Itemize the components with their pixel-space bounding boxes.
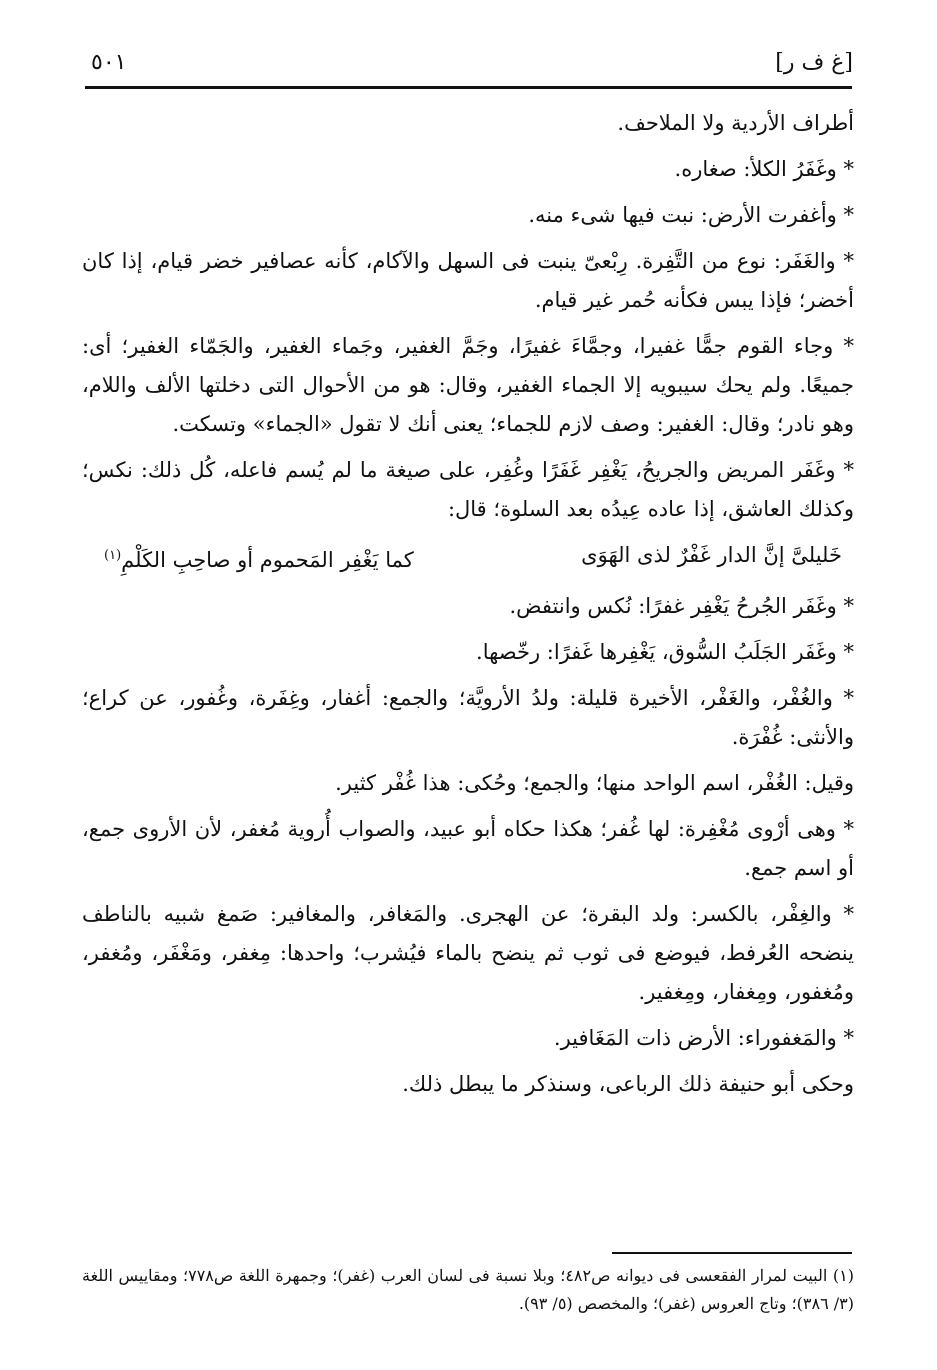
paragraph: وقيل: الغُفْر، اسم الواحد منها؛ والجمع؛ وحُكى: هذا غُفْر كثير. <box>335 771 854 795</box>
paragraph: * وغَفَر المريض والجريحُ، يَغْفِر غَفَرًا وغُفِر، على صيغة ما لم يُسم فاعله، كُل ذلك: نكس؛ وكذلك العاشق، إذا عاده عِيدُه بعد السلوة؛ قال: <box>82 458 854 521</box>
second-hemistich-wrapper <box>104 536 414 580</box>
paragraph: * وأغفرت الأرض: نبت فيها شىء منه. <box>528 203 854 227</box>
paragraph: * والغُفْر، والغَفْر، الأخيرة قليلة: ولدُ الأرويَّة؛ والجمع: أغفار، وغِفَرة، وغُفور، عن كراع؛ والأنثى: غُفْرَة. <box>82 686 854 749</box>
root-letters-heading: [غ ف ر] <box>775 50 853 75</box>
paragraph: وحكى أبو حنيفة ذلك الرباعى، وسنذكر ما يبطل ذلك. <box>402 1072 854 1096</box>
paragraph: * وهى أرْوى مُغْفِرة: لها غُفر؛ هكذا حكاه أبو عبيد، والصواب أُروية مُغفر، لأن الأروى جمع، أو اسم جمع. <box>82 817 854 880</box>
paragraph: * والغَفَر: نوع من التَّفِرة. رِبْعىّ ينبت فى السهل والآكام، كأنه عصافير خضر قيام، إذا كان أخضر؛ فإذا يبس فكأنه حُمر غير قيام. <box>82 249 854 312</box>
header-divider <box>85 86 852 89</box>
footnote-reference[interactable]: (١) <box>104 548 122 563</box>
footnote: (١) البيت لمرار الفقعسى فى ديوانه ص٤٨٢؛ وبلا نسبة فى لسان العرب (غفر)؛ وجمهرة اللغة ص٧٧٨؛ ومقاييس اللغة (٣/ ٣٨٦)؛ وتاج العروس (غفر)؛ والمخصص (٥/ ٩٣). <box>82 1266 854 1313</box>
paragraph: أطراف الأردية ولا الملاحف. <box>617 111 854 135</box>
page-header <box>83 48 853 82</box>
paragraph: * والغِفْر، بالكسر: ولد البقرة؛ عن الهجرى. والمَغافر، والمغافير: صَمغ شبيه بالناطف ينضحه العُرفط، فيوضع فى ثوب ثم ينضح بالماء فيُشرب؛ واحدها: مِغفر، ومَغْفَر، ومُغفر، ومُغفور، ومِغفار، ومِغفير. <box>82 902 854 1004</box>
paragraph: * وغَفَرُ الكلأ: صغاره. <box>674 157 854 181</box>
footnote-divider <box>612 1252 852 1254</box>
page-number: ٥٠١ <box>91 50 127 75</box>
paragraph: * والمَغفوراء: الأرض ذات المَغَافير. <box>553 1026 854 1050</box>
main-text <box>82 104 854 1111</box>
second-hemistich: كما يَغْفِر المَحموم أو صاحِبِ الكَلْمِ <box>121 548 414 572</box>
paragraph: * وغَفَر الجُرحُ يَغْفِر غفرًا: نُكس وانتفض. <box>509 594 854 618</box>
first-hemistich: خَليلىَّ إنَّ الدار غَفْرٌ لذى الهَوَى <box>581 543 842 567</box>
poetry-verse <box>104 536 842 580</box>
paragraph: * وغَفَر الجَلَبُ السُّوق، يَغْفِرها غَفرًا: رخّصها. <box>476 640 854 664</box>
paragraph: * وجاء القوم جمًّا غفيرا، وجمَّاءَ غفيرًا، وجَمَّ الغفير، وجَماء الغفير، والجَمّاء الغفير؛ أى: جميعًا. ولم يحك سيبويه إلا الجماء الغفير، وقال: هو من الأحوال التى دخلتها الألف واللام، وهو نادر؛ وقال: الغفير: وصف لازم للجماء؛ يعنى أنك لا تقول «الجماء» وتسكت. <box>82 334 854 436</box>
